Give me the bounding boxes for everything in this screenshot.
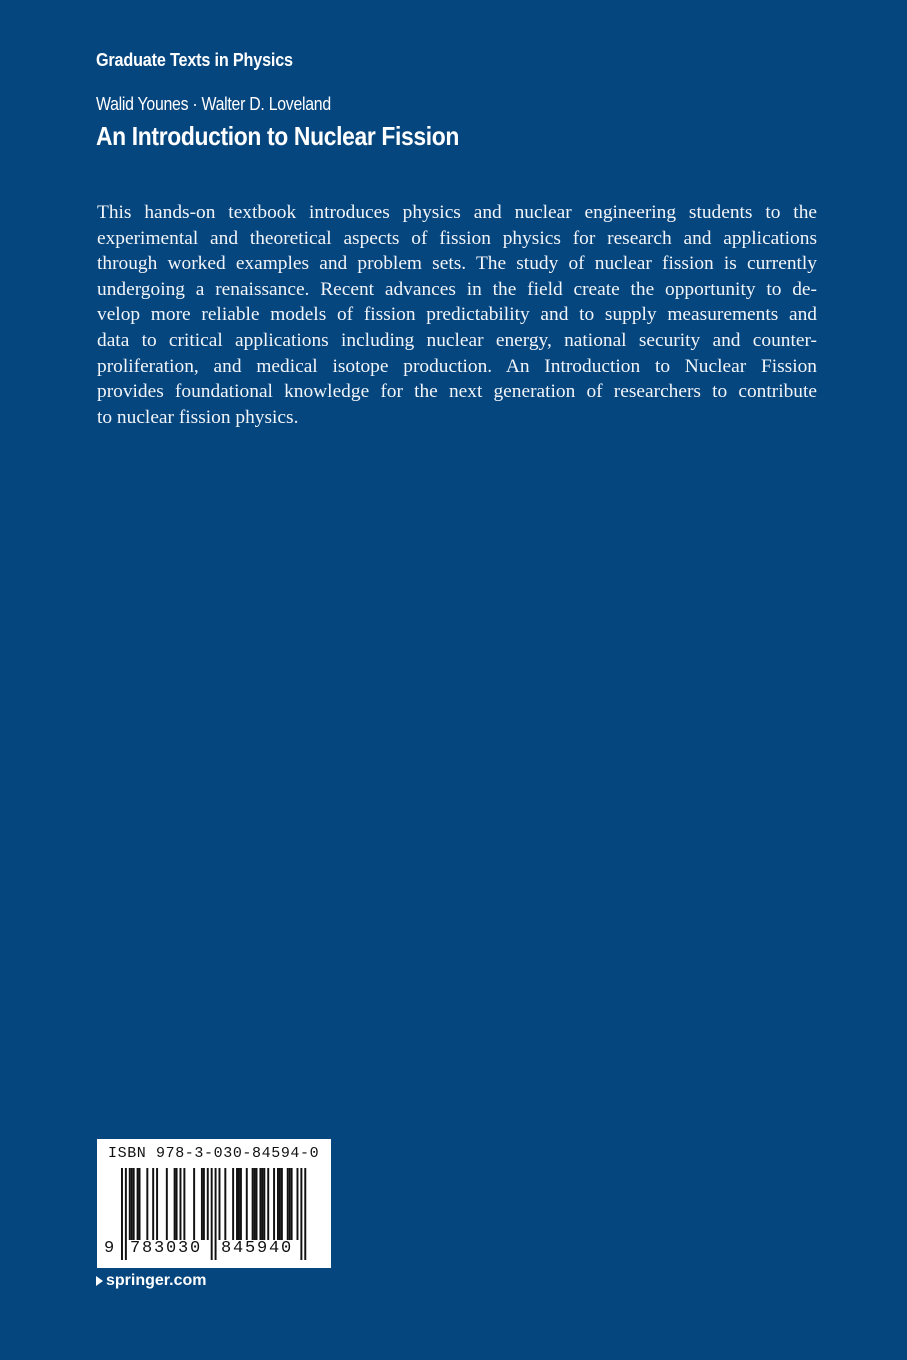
barcode-bar (236, 1168, 238, 1240)
barcode-bar (281, 1168, 283, 1240)
ean-digits (97, 1239, 331, 1263)
barcode-bar (146, 1168, 148, 1240)
barcode-bar (267, 1168, 269, 1240)
blurb-line: experimental and theoretical aspects of fission physics for research and applications (97, 227, 817, 249)
blurb-line: This hands-on textbook introduces physics and nuclear engineering students to the (97, 202, 817, 223)
isbn-text: ISBN 978-3-030-84594-0 (108, 1145, 320, 1162)
springer-link-text: springer.com (106, 1272, 207, 1289)
barcode-bar (152, 1168, 154, 1240)
blurb-line: to nuclear fission physics. (97, 406, 299, 428)
barcode-bar (133, 1168, 135, 1240)
barcode-bar (273, 1168, 275, 1240)
barcode-bar (137, 1168, 139, 1240)
barcode-bar (287, 1168, 289, 1240)
ean-right-group: 845940 (221, 1239, 294, 1258)
barcode-bar (291, 1168, 293, 1240)
barcode-bar (156, 1168, 158, 1240)
barcode-bar (176, 1168, 178, 1240)
blurb-line: provides foundational knowledge for the next generation of researchers to contribute (97, 381, 817, 403)
blurb-line: proliferation, and medical isotope production. An Introduction to Nuclear Fission (97, 355, 817, 377)
barcode-bar (259, 1168, 261, 1240)
ean-first-digit: 9 (104, 1239, 115, 1258)
barcode-bar (256, 1168, 258, 1240)
blurb-line: velop more reliable models of fission predictability and to supply measurements and (97, 304, 817, 326)
barcode-bar (193, 1168, 195, 1240)
barcode-bar (224, 1168, 226, 1240)
springer-link[interactable] (96, 1272, 206, 1290)
barcode-bar (263, 1168, 265, 1240)
barcode-bar (201, 1168, 203, 1240)
barcode-box (97, 1139, 331, 1268)
barcode-bar (232, 1168, 234, 1240)
barcode-bar (207, 1168, 209, 1240)
barcode-bar (252, 1168, 254, 1240)
barcode-bar (289, 1168, 291, 1240)
barcode-bar (203, 1168, 205, 1240)
barcode-bar (254, 1168, 256, 1240)
authors: Walid Younes · Walter D. Loveland (96, 94, 331, 114)
barcode-bar (139, 1168, 141, 1240)
barcode-bar (166, 1168, 168, 1240)
blurb-line: data to critical applications including nuclear energy, national security and counter- (97, 329, 817, 351)
barcode-bar (219, 1168, 221, 1240)
blurb-line: undergoing a renaissance. Recent advances in the field create the opportunity to de- (97, 278, 817, 300)
barcode-bar (279, 1168, 281, 1240)
barcode-bar (240, 1168, 242, 1240)
barcode-bar (277, 1168, 279, 1240)
series-name: Graduate Texts in Physics (96, 50, 293, 70)
ean-left-group: 783030 (130, 1239, 203, 1258)
barcode-bar (261, 1168, 263, 1240)
barcode-bar (131, 1168, 133, 1240)
barcode-bar (183, 1168, 185, 1240)
blurb-line: through worked examples and problem sets. The study of nuclear fission is currently (97, 253, 817, 275)
barcode-bar (129, 1168, 131, 1240)
arrow-right-icon (96, 1276, 103, 1286)
blurb (97, 200, 817, 430)
barcode-bar (180, 1168, 182, 1240)
barcode-bar (238, 1168, 240, 1240)
barcode-bar (246, 1168, 248, 1240)
barcode-bar (297, 1168, 299, 1240)
book-title: An Introduction to Nuclear Fission (96, 121, 460, 151)
barcode-bar (174, 1168, 176, 1240)
